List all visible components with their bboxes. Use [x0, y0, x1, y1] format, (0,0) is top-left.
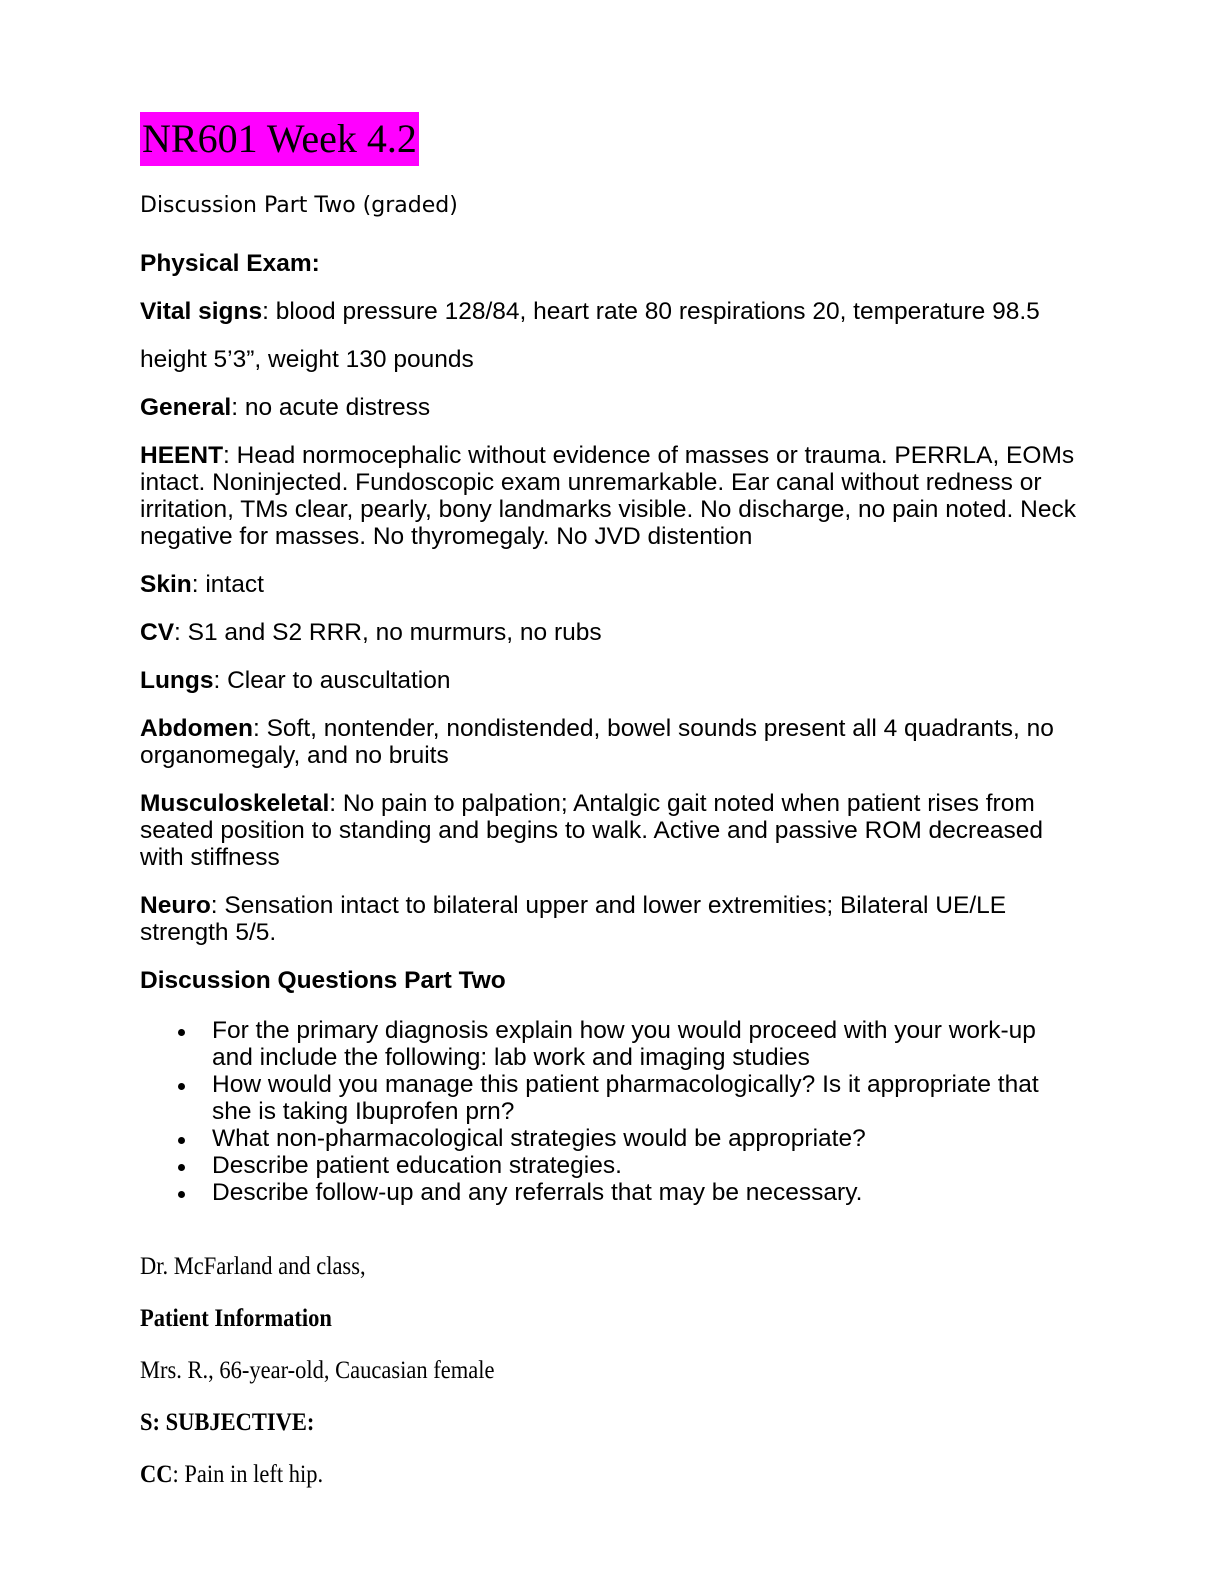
cv-label: CV — [140, 618, 175, 646]
lungs-line — [140, 667, 1082, 694]
abdomen-line — [140, 715, 1082, 769]
abdomen-value: : Soft, nontender, nondistended, bowel sounds present all 4 quadrants, no organomegaly, and no bruits — [140, 714, 1054, 769]
list-item — [140, 1017, 1082, 1071]
chief-complaint-value: : Pain in left hip. — [172, 1460, 324, 1488]
musculoskeletal-line — [140, 790, 1082, 871]
vital-signs-line — [140, 298, 1082, 325]
lungs-value: : Clear to auscultation — [213, 666, 451, 694]
heent-value: : Head normocephalic without evidence of masses or trauma. PERRLA, EOMs intact. Noninjected. Fundoscopic exam unremarkable. Ear canal without redness or irritation, TMs clear, pearly, bony landmarks visible. No discharge, no pain noted. Neck negative for masses. No thyromegaly. No JVD distention — [140, 441, 1076, 550]
list-item — [140, 1071, 1082, 1125]
page-title — [140, 118, 1082, 160]
list-item-text: Describe follow-up and any referrals that may be necessary. — [212, 1178, 863, 1206]
skin-value: : intact — [191, 570, 264, 598]
neuro-line — [140, 892, 1082, 946]
list-item — [140, 1152, 1082, 1179]
heent-line — [140, 442, 1082, 550]
document-content — [140, 118, 1082, 1513]
salutation-line: Dr. McFarland and class, — [140, 1252, 366, 1280]
neuro-value: : Sensation intact to bilateral upper and lower extremities; Bilateral UE/LE strength 5/5. — [140, 891, 1007, 946]
bullet-icon — [178, 1179, 186, 1206]
list-item — [140, 1125, 1082, 1152]
list-item-text: How would you manage this patient pharmacologically? Is it appropriate that she is taking Ibuprofen prn? — [212, 1070, 1039, 1125]
chief-complaint-line — [140, 1461, 988, 1489]
cv-value: : S1 and S2 RRR, no murmurs, no rubs — [174, 618, 602, 646]
student-response-section — [140, 1253, 1082, 1489]
general-line — [140, 394, 1082, 421]
subjective-heading: S: SUBJECTIVE: — [140, 1408, 315, 1436]
bullet-icon — [178, 1017, 186, 1044]
vital-signs-label: Vital signs — [140, 297, 263, 325]
general-value: : no acute distress — [231, 393, 431, 421]
discussion-questions-list — [140, 1017, 1082, 1206]
physical-exam-heading: Physical Exam: — [140, 249, 320, 277]
skin-label: Skin — [140, 570, 192, 598]
abdomen-label: Abdomen — [140, 714, 253, 742]
page-title-highlight: NR601 Week 4.2 — [140, 112, 419, 166]
patient-description-line: Mrs. R., 66-year-old, Caucasian female — [140, 1356, 495, 1384]
vital-signs-value: : blood pressure 128/84, heart rate 80 respirations 20, temperature 98.5 — [262, 297, 1040, 325]
bullet-icon — [178, 1125, 186, 1152]
physical-exam-section — [140, 250, 1082, 994]
bullet-icon — [178, 1152, 186, 1179]
list-item — [140, 1179, 1082, 1206]
neuro-label: Neuro — [140, 891, 211, 919]
chief-complaint-label: CC — [140, 1460, 173, 1488]
patient-information-heading: Patient Information — [140, 1304, 332, 1332]
discussion-questions-heading: Discussion Questions Part Two — [140, 966, 506, 994]
document-subtitle: Discussion Part Two (graded) — [140, 193, 458, 219]
cv-line — [140, 619, 1082, 646]
heent-label: HEENT — [140, 441, 224, 469]
height-weight-line: height 5’3”, weight 130 pounds — [140, 345, 474, 373]
list-item-text: Describe patient education strategies. — [212, 1151, 622, 1179]
list-item-text: What non-pharmacological strategies would be appropriate? — [212, 1124, 866, 1152]
skin-line — [140, 571, 1082, 598]
musculoskeletal-value: : No pain to palpation; Antalgic gait noted when patient rises from seated position to standing and begins to walk. Active and passive ROM decreased with stiffness — [140, 789, 1043, 871]
lungs-label: Lungs — [140, 666, 214, 694]
bullet-icon — [178, 1071, 186, 1098]
general-label: General — [140, 393, 232, 421]
list-item-text: For the primary diagnosis explain how you would proceed with your work-up and include the following: lab work and imaging studies — [212, 1016, 1036, 1071]
musculoskeletal-label: Musculoskeletal — [140, 789, 330, 817]
